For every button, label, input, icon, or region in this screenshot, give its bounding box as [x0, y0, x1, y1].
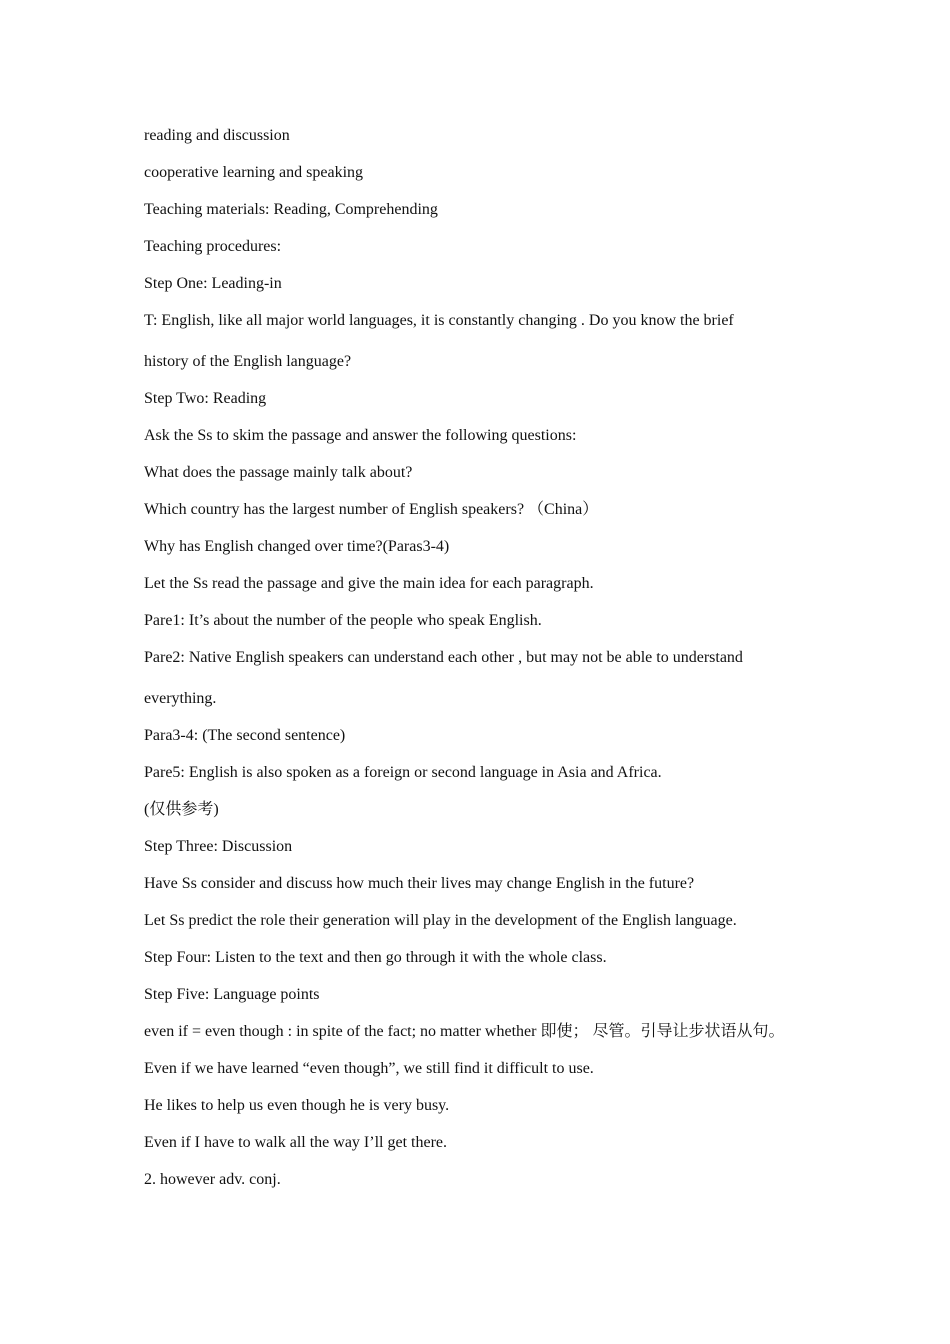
step-heading: Step Five: Language points [144, 986, 320, 1003]
question-line: Why has English changed over time?(Paras3-4) [144, 538, 450, 555]
text-line: Ask the Ss to skim the passage and answer the following questions: [144, 427, 577, 444]
paragraph-idea: Pare1: It’s about the number of the people who speak English. [144, 612, 542, 629]
paragraph-idea: Pare5: English is also spoken as a foreign or second language in Asia and Africa. [144, 764, 662, 781]
paragraph-teacher-question [144, 310, 806, 373]
text-line: reading and discussion [144, 127, 290, 144]
text-line: Let the Ss read the passage and give the main idea for each paragraph. [144, 575, 594, 592]
text-line: history of the English language? [144, 353, 352, 370]
text-line: Have Ss consider and discuss how much their lives may change English in the future? [144, 875, 695, 892]
example-sentence: Even if I have to walk all the way I’ll get there. [144, 1134, 447, 1151]
language-point: even if = even though : in spite of the fact; no matter whether 即使； 尽管。引导让步状语从句。 [144, 1023, 785, 1040]
step-heading: Step Two: Reading [144, 390, 267, 407]
text-line: T: English, like all major world languages, it is constantly changing . Do you know the brief [144, 312, 734, 329]
text-line: everything. [144, 690, 217, 707]
question-line: Which country has the largest number of English speakers? （China） [144, 501, 599, 518]
text-line: Let Ss predict the role their generation will play in the development of the English language. [144, 912, 737, 929]
language-point: 2. however adv. conj. [144, 1171, 281, 1188]
paragraph-idea-wrapped [144, 647, 806, 710]
example-sentence: Even if we have learned “even though”, we still find it difficult to use. [144, 1060, 594, 1077]
text-line: Pare2: Native English speakers can understand each other , but may not be able to understand [144, 649, 743, 666]
paragraph-idea: Para3-4: (The second sentence) [144, 727, 346, 744]
example-sentence: He likes to help us even though he is very busy. [144, 1097, 450, 1114]
step-heading: Step One: Leading-in [144, 275, 282, 292]
step-heading: Step Four: Listen to the text and then go through it with the whole class. [144, 949, 607, 966]
question-line: What does the passage mainly talk about? [144, 464, 413, 481]
text-line: Teaching procedures: [144, 238, 282, 255]
text-line: Teaching materials: Reading, Comprehending [144, 201, 438, 218]
text-line: cooperative learning and speaking [144, 164, 364, 181]
document-body [144, 125, 806, 1206]
step-heading: Step Three: Discussion [144, 838, 293, 855]
note-line: (仅供参考) [144, 801, 219, 818]
